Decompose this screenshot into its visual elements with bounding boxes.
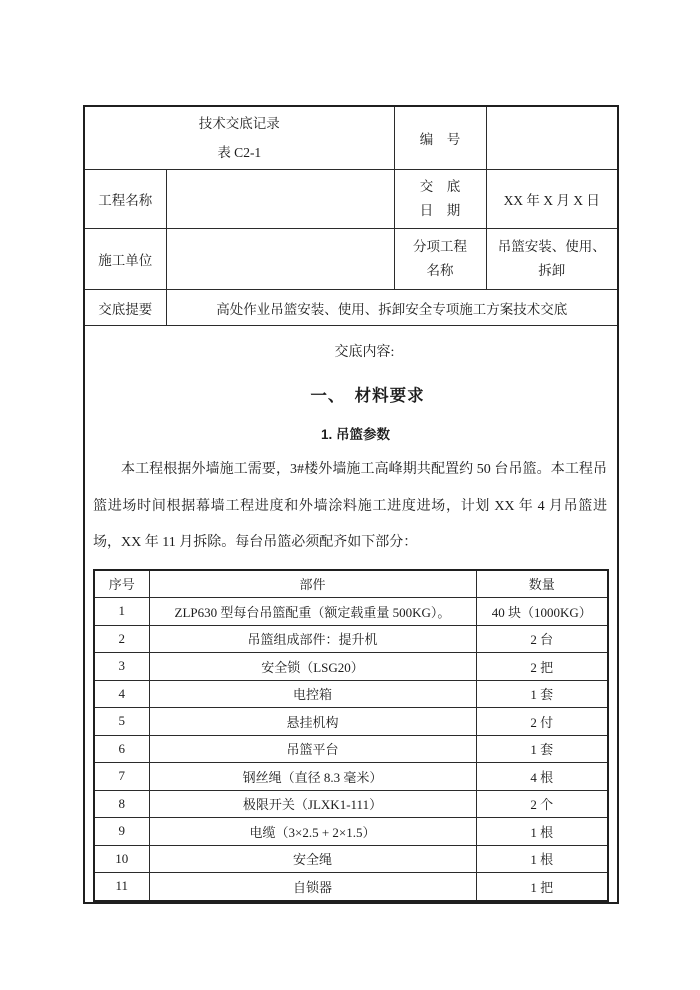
part-index: 2 [94, 625, 149, 653]
sub-heading: 1. 吊篮参数 [320, 427, 390, 442]
part-index: 7 [94, 763, 149, 791]
construction-unit-label: 施工单位 [84, 229, 166, 290]
parts-table-row [94, 790, 608, 818]
project-name-label: 工程名称 [84, 170, 166, 229]
construction-unit-value [166, 229, 394, 290]
parts-table-row [94, 625, 608, 653]
part-index: 5 [94, 708, 149, 736]
part-name: 电缆（3×2.5 + 2×1.5） [149, 818, 476, 846]
disclosure-date-label [394, 170, 486, 229]
parts-table-row [94, 598, 608, 626]
parts-table-row [94, 680, 608, 708]
sub-project-label [394, 229, 486, 290]
disclosure-date-label-line1: 交 底 [419, 179, 461, 194]
parts-table-row [94, 845, 608, 873]
part-name: 吊篮组成部件：提升机 [149, 625, 476, 653]
part-index: 6 [94, 735, 149, 763]
part-index: 11 [94, 873, 149, 901]
parts-table-row [94, 763, 608, 791]
parts-header-name: 部件 [149, 570, 476, 598]
part-quantity: 2 个 [476, 790, 608, 818]
sub-project-label-line2: 名称 [426, 263, 454, 278]
parts-header-quantity: 数量 [476, 570, 608, 598]
part-name: 安全绳 [149, 845, 476, 873]
form-code: 表 C2-1 [217, 145, 262, 160]
part-name: ZLP630 型每台吊篮配重（额定载重量 500KG）。 [149, 598, 476, 626]
summary-value: 高处作业吊篮安装、使用、拆卸安全专项施工方案技术交底 [166, 290, 618, 326]
part-quantity: 1 根 [476, 818, 608, 846]
parts-table [93, 569, 609, 902]
parts-table-body [94, 598, 608, 901]
part-index: 9 [94, 818, 149, 846]
part-index: 3 [94, 653, 149, 681]
form-row-unit [84, 229, 618, 290]
form-title: 技术交底记录 [198, 116, 280, 131]
part-name: 吊篮平台 [149, 735, 476, 763]
number-label: 编 号 [394, 106, 486, 170]
parts-table-row [94, 708, 608, 736]
disclosure-date-value: XX 年 X 月 X 日 [486, 170, 618, 229]
disclosure-form-table [83, 105, 619, 904]
part-index: 4 [94, 680, 149, 708]
part-name: 极限开关（JLXK1-111） [149, 790, 476, 818]
part-quantity: 2 把 [476, 653, 608, 681]
summary-label: 交底提要 [84, 290, 166, 326]
part-quantity: 4 根 [476, 763, 608, 791]
sub-project-label-line1: 分项工程 [413, 239, 467, 254]
section-heading: 一、 材料要求 [310, 387, 425, 405]
parts-header-index: 序号 [94, 570, 149, 598]
part-name: 安全锁（LSG20） [149, 653, 476, 681]
parts-table-row [94, 873, 608, 901]
form-row-summary [84, 290, 618, 326]
number-value [486, 106, 618, 170]
content-label: 交底内容: [334, 345, 395, 360]
part-quantity: 2 台 [476, 625, 608, 653]
part-quantity: 1 根 [476, 845, 608, 873]
parts-table-row [94, 818, 608, 846]
project-name-value [166, 170, 394, 229]
part-quantity: 40 块（1000KG） [476, 598, 608, 626]
disclosure-date-label-line2: 日 期 [419, 203, 461, 218]
part-name: 自锁器 [149, 873, 476, 901]
part-quantity: 1 套 [476, 735, 608, 763]
form-row-title [84, 106, 618, 170]
parts-table-row [94, 735, 608, 763]
form-row-project [84, 170, 618, 229]
part-name: 钢丝绳（直径 8.3 毫米） [149, 763, 476, 791]
form-row-content [84, 326, 618, 903]
content-cell [84, 326, 618, 903]
form-title-cell [84, 106, 394, 170]
part-quantity: 1 套 [476, 680, 608, 708]
part-name: 电控箱 [149, 680, 476, 708]
part-quantity: 2 付 [476, 708, 608, 736]
sub-project-value: 吊篮安装、使用、拆卸 [486, 229, 618, 290]
parts-table-row [94, 653, 608, 681]
part-quantity: 1 把 [476, 873, 608, 901]
part-index: 10 [94, 845, 149, 873]
part-index: 8 [94, 790, 149, 818]
document-page [83, 105, 619, 904]
part-index: 1 [94, 598, 149, 626]
part-name: 悬挂机构 [149, 708, 476, 736]
intro-paragraph: 本工程根据外墙施工需要，3#楼外墙施工高峰期共配置约 50 台吊篮。本工程吊篮进场时间根据幕墙工程进度和外墙涂料施工进度进场，计划 XX 年 4 月吊篮进场，XX 年 11 月拆除。每台吊篮必须配齐如下部分： [93, 462, 607, 550]
parts-table-header-row [94, 570, 608, 598]
